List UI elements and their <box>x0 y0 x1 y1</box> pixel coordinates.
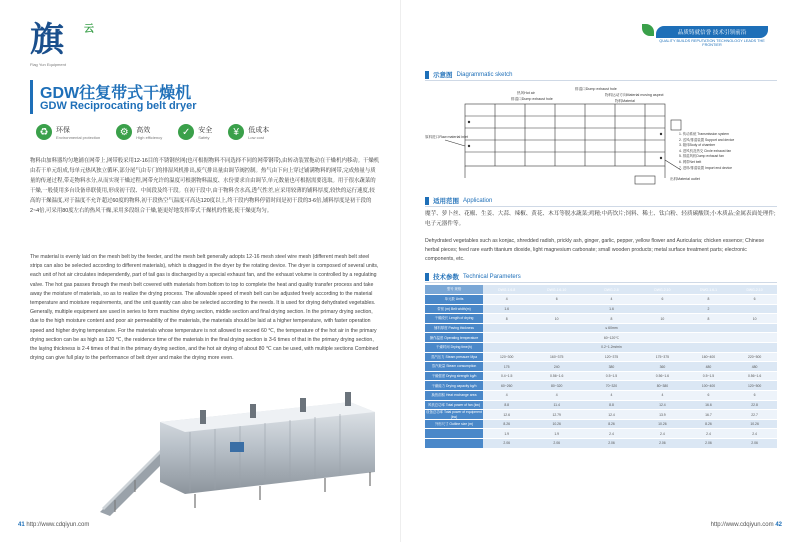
table-cell: 8 <box>685 295 732 305</box>
table-row-header: 设备总功率 Total power of equipment (kw) <box>426 410 482 419</box>
table-cell: 0.4~1.5 <box>483 371 530 381</box>
feature-label-en: Environmental protection <box>56 134 101 140</box>
table-row-header: 操作温度 Operating temperature <box>425 333 483 343</box>
table-cell <box>640 323 685 333</box>
section-title-en: Technical Parameters <box>463 273 521 280</box>
table-cell: 22.7 <box>732 410 777 420</box>
table-cell <box>530 323 583 333</box>
section-divider <box>425 206 777 207</box>
description-cn: 物料由加料器均匀地铺在网带上,网带般采用12-16目的不锈钢丝网(也可根据物料不同选择不同的网带钢带),由转动装置拖动在干燥机内移动。干燥机由若干单元组成,每单元热风独立循环,部分尾气由专门的排湿风机排出,废气排出量由调节阀控制。热气由下向上穿过铺满物料的网带,完成热量与质量的传递过程,带走物料水分,从而实现干燥过程,网带允许的温度可根据物料温度、水份要求自由调节,单元数量也可根据需要选取。用于很水蔬菜的干燥,一般使用多台设备串联使用,形成初干段、中间段及终干段。在初干段中,由于物料含水高,透气性差,应采用较薄的铺料厚度,较快的运行速度,较高的干燥温度,对于温度不允许超过60度的物料,初干段热空气温度可高达120度以上,终干段内物料停留时间是初干段的3-6倍,铺料厚度是初干段的2~4倍,可采用80度左右的热风干燥,采用多段组合干燥,能更好地发挥带式干燥机的性能,使干燥更均匀。 <box>30 158 380 214</box>
table-cell: 1.6 <box>583 304 640 314</box>
table-cell: 0.56~1.6 <box>640 371 685 381</box>
table-cell: 120~500 <box>732 381 777 391</box>
table-cell: 8 <box>583 314 640 324</box>
table-cell: 4 <box>640 391 685 401</box>
badge-en: QUALITY BUILDS REPUTATION TECHNOLOGY LEADS THE FRONTIER <box>659 39 765 47</box>
table-cell: 160~375 <box>530 352 583 362</box>
feature-label: 环保 <box>56 126 70 134</box>
table-cell: 160~400 <box>685 352 732 362</box>
table-row-header: 干燥强度 Drying strength kg/h <box>425 371 483 381</box>
section-title-en: Diagrammatic sketch <box>456 71 513 78</box>
feature-eco <box>36 124 100 140</box>
table-cell: 2.06 <box>583 439 640 449</box>
table-cell: DWG-2-8 <box>583 285 640 295</box>
section-title-cn: 示意图 <box>433 72 453 79</box>
table-row <box>425 352 777 362</box>
feature-label-en: Safety <box>198 134 210 140</box>
table-cell <box>685 323 732 333</box>
table-cell: 2.06 <box>732 439 777 449</box>
table-cell: 4 <box>583 295 640 305</box>
table-cell: 6 <box>732 391 777 401</box>
table-cell: 380 <box>583 362 640 372</box>
table-row <box>425 439 777 449</box>
table-cell: 10.26 <box>530 419 583 429</box>
table-cell: 120~375 <box>583 352 640 362</box>
gear-icon: ⚙ <box>116 124 132 140</box>
table-row-header <box>425 439 483 449</box>
table-row-header: 带宽 (m) Belt width(m) <box>425 304 483 314</box>
table-cell <box>640 333 685 343</box>
table-cell: 60~260 <box>483 381 530 391</box>
table-row <box>425 400 777 410</box>
table-cell: 2.06 <box>530 439 583 449</box>
table-cell: 80~320 <box>530 381 583 391</box>
table-cell: 6 <box>640 295 685 305</box>
table-cell: 12.79 <box>530 410 583 420</box>
page-number: 41 <box>18 522 25 528</box>
feature-list <box>36 124 269 140</box>
schem-label-moving: 物料运动方向Material moving aspect <box>605 93 664 97</box>
feature-safety <box>178 124 212 140</box>
footer-url[interactable]: http://www.cdqiyun.com <box>710 522 774 528</box>
application-en: Dehydrated vegetables such as konjac, shredded radish, prickly ash, ginger, garlic, pepper, yellow flower and Auricularia; chicken essence; Chinese herbal pieces; feed rare earth titanium dioxide, light magnesium carbonate; small wooden products; metal surface treatment parts; electronic components, etc. <box>425 238 765 262</box>
quality-badge <box>656 26 768 47</box>
logo-char: 旗 <box>30 20 64 60</box>
table-cell: 8 <box>483 314 530 324</box>
table-cell <box>530 333 583 343</box>
table-row <box>425 362 777 372</box>
table-row <box>425 295 777 305</box>
table-cell: DWG-2-10 <box>732 285 777 295</box>
table-cell: 2.06 <box>640 439 685 449</box>
table-cell: 80~380 <box>640 381 685 391</box>
table-cell: 10 <box>530 314 583 324</box>
leaf-icon <box>642 24 654 36</box>
table-cell: 480 <box>685 362 732 372</box>
table-row-header: 干燥能力 Drying capacity kg/h <box>425 381 483 391</box>
legend-item: 6. 网带Net belt <box>679 159 702 164</box>
feature-label: 低成本 <box>248 126 270 134</box>
table-cell: 10.26 <box>640 419 685 429</box>
table-cell: 6 <box>530 295 583 305</box>
table-cell: 8 <box>685 314 732 324</box>
table-cell: 2.4 <box>685 429 732 439</box>
badge-cn: 品质铸就信誉 技术引领前沿 <box>656 26 768 38</box>
table-row-header: 风机总功率 Total power of fan (kw) <box>425 400 483 410</box>
table-header-row <box>425 285 777 295</box>
section-marker-icon <box>425 273 429 281</box>
table-row <box>425 429 777 439</box>
table-cell: 10 <box>732 314 777 324</box>
table-row-header: 型号 规格 <box>425 285 483 295</box>
table-cell: 13.9 <box>640 410 685 420</box>
right-page <box>400 0 800 542</box>
table-row <box>425 419 777 429</box>
legend-item: 7. 进料/排湿装置 Import end device <box>679 165 732 170</box>
title-accent <box>30 80 33 114</box>
table-row-header: 换热面积 Heat exchange area <box>425 391 483 401</box>
table-cell: 2.06 <box>685 439 732 449</box>
section-title-cn: 技术参数 <box>433 274 459 281</box>
legend-item: 2. 送风/排湿装置 Support and device <box>679 137 735 142</box>
table-cell: 6 <box>685 391 732 401</box>
feature-label-en: Low cost <box>248 134 264 140</box>
section-divider <box>425 282 777 283</box>
table-row-header: 外形尺寸 Outline size (m) <box>425 419 483 429</box>
feature-label: 高效 <box>136 126 151 134</box>
table-cell <box>530 304 583 314</box>
table-cell: 8.26 <box>483 419 530 429</box>
table-row-header: 铺料厚度 Paving thickness <box>425 323 483 333</box>
footer-url[interactable]: http://www.cdqiyun.com <box>26 522 90 528</box>
table-cell: 1.9 <box>483 429 530 439</box>
table-row <box>425 381 777 391</box>
schem-label-outlet: 出料Material outlet <box>670 177 700 181</box>
table-row-header: 蒸汽耗量 Steam consumption <box>425 362 483 372</box>
feature-label-en: High efficiency <box>136 134 163 140</box>
table-row <box>425 371 777 381</box>
table-cell <box>685 333 732 343</box>
schem-label-dump2: 排湿口Dump exhaust hole <box>511 97 553 101</box>
table-row <box>425 323 777 333</box>
table-cell <box>732 343 777 353</box>
page-title-en: GDW Reciprocating belt dryer <box>40 100 197 112</box>
table-cell: 480 <box>732 362 777 372</box>
table-cell: 4 <box>483 295 530 305</box>
section-marker-icon <box>425 197 429 205</box>
table-cell: 12.4 <box>640 400 685 410</box>
table-cell: 8.8 <box>583 400 640 410</box>
feature-lowcost <box>228 124 269 140</box>
table-cell <box>732 323 777 333</box>
table-cell: 175 <box>483 362 530 372</box>
table-cell: 2.4 <box>732 429 777 439</box>
section-marker-icon <box>425 71 429 79</box>
leaf-icon: ♻ <box>36 124 52 140</box>
table-cell: 0.56~1.6 <box>732 371 777 381</box>
feature-efficiency <box>116 124 162 140</box>
legend-item: 3. 箱体Body of chamber <box>679 143 716 148</box>
table-cell: 10 <box>640 314 685 324</box>
table-cell: 2.4 <box>583 429 640 439</box>
table-row <box>425 333 777 343</box>
feature-label: 安全 <box>198 126 213 134</box>
table-cell: 0.5~1.5 <box>685 371 732 381</box>
table-cell: DWG-2-10 <box>640 285 685 295</box>
table-cell: 2.4 <box>640 429 685 439</box>
table-row-header: 干燥段长 Length of drying <box>425 314 483 324</box>
table-row <box>425 304 777 314</box>
table-cell: 16.7 <box>685 410 732 420</box>
legend-item: 5. 排湿风机Dump exhaust fan <box>679 154 724 159</box>
table-cell: 1.6 <box>483 304 530 314</box>
section-title-cn: 适用范围 <box>433 198 459 205</box>
table-row <box>425 343 777 353</box>
legend-item: 1. 传动系统 Transmission system <box>679 132 729 136</box>
brand-logo <box>30 18 94 70</box>
table-row-header: 蒸汽压力 Steam pressure Mpa <box>425 352 483 362</box>
schem-label-dump: 排湿口Dump exhaust hole <box>575 87 617 91</box>
logo-tagline: Flag Yun Equipment <box>30 62 66 67</box>
table-cell: 4 <box>583 391 640 401</box>
table-cell: 0.2~1.2m/min <box>583 343 640 353</box>
table-cell: 4 <box>483 391 530 401</box>
legend-item: 4. 进风机及热交 Circle exhaust fan <box>679 148 732 153</box>
coin-icon: ¥ <box>228 124 244 140</box>
table-cell: 16.6 <box>685 400 732 410</box>
section-header-application <box>425 196 492 205</box>
section-header-sketch <box>425 70 513 79</box>
table-cell <box>685 343 732 353</box>
table-cell <box>732 304 777 314</box>
table-cell <box>640 343 685 353</box>
table-cell: 22.8 <box>732 400 777 410</box>
table-cell: 0.5~1.5 <box>583 371 640 381</box>
table-cell <box>483 333 530 343</box>
schem-label-material: 物料Material <box>615 99 635 103</box>
table-cell: 60~120℃ <box>583 333 640 343</box>
table-row <box>425 391 777 401</box>
table-cell: 240 <box>530 362 583 372</box>
table-cell <box>483 343 530 353</box>
table-cell: 12.4 <box>583 410 640 420</box>
table-cell <box>530 343 583 353</box>
table-cell: 220~500 <box>732 352 777 362</box>
table-cell: ≤ 60mm <box>583 323 640 333</box>
section-header-params <box>425 272 521 281</box>
table-row <box>425 314 777 324</box>
table-cell: 2.06 <box>483 439 530 449</box>
table-cell: 10.26 <box>732 419 777 429</box>
footer-right <box>711 522 782 528</box>
footer-left <box>18 522 89 528</box>
schem-label-hotair: 热风Hot air <box>517 91 535 95</box>
table-cell: 8.8 <box>483 400 530 410</box>
description-en: The material is evenly laid on the mesh belt by the feeder, and the mesh belt generally adopts 12-16 mesh steel wire mesh (different mesh belt steel strips can also be selected according to different materials), which is dragged in the dryer by the rotating device. The dryer is composed of several units, each unit of hot air circulates independently, part of tail gas is discharged by a special exhaust fan, and the exhaust volume is controlled by a regulating valve. The hot gas passes through the mesh belt covered with materials from bottom to top to complete the heat and quality transfer process and take away the moisture of materials, so as to realize the drying process. The allowable speed of mesh belt can be adjusted freely according to the material temperature and moisture requirements, and the unit quantity can also be selected according to the needs. It is used for drying dehydrated vegetables. Generally, multiple equipment are used in series to form machine drying section, middle section and final drying section. In the primary drying section, due to the high moisture content and poor air permeability of the materials, the materials should be laid at a higher temperature, with faster operation speed and higher drying temperature. For the materials whose temperature is not allowed to exceed 60 ℃, the temperature of the hot air in the primary drying section can be as high as 120 ℃, the residence time of the materials in the final drying section is 3-6 times of that in the primary drying section, the laying thickness is 2-4 times of that in the primary drying section, and the hot air drying of about 80 ℃ can be used, with multiple sections Combined drying can give full play to the performance of belt dryer and make the drying more even. <box>30 254 379 362</box>
table-cell: 4 <box>530 391 583 401</box>
table-cell: 70~320 <box>583 381 640 391</box>
table-cell: 1.9 <box>530 429 583 439</box>
page-number: 42 <box>775 522 782 528</box>
table-cell: DWG-1.6-8 <box>483 285 530 295</box>
shield-icon: ✓ <box>178 124 194 140</box>
table-cell: DWG-1.6-10 <box>530 285 583 295</box>
table-cell: 175~375 <box>640 352 685 362</box>
table-cell: 120~300 <box>483 352 530 362</box>
application-cn: 魔芋、萝卜丝、花椒、生姜、大蒜、辣椒、黄花、木耳等脱水蔬菜;鸡精;中药饮片;饲料、稀土、钛白粉、轻质碳酸镁;小木质品;金属表面处理件;电子元器件等。 <box>425 211 776 227</box>
table-cell: 8.26 <box>685 419 732 429</box>
table-cell: 360 <box>640 362 685 372</box>
table-cell: 11.4 <box>530 400 583 410</box>
table-cell <box>640 304 685 314</box>
table-row-header: 单元数 Units <box>425 295 483 305</box>
parameters-table <box>425 285 777 449</box>
table-row <box>425 410 777 420</box>
table-cell: 100~400 <box>685 381 732 391</box>
table-row-header: 干燥时间 Drying time(h) <box>425 343 483 353</box>
schematic-legend <box>679 132 734 171</box>
logo-sub: 云 <box>84 24 94 35</box>
dryer-machine-image <box>100 382 380 522</box>
schem-label-raw: 原料进口Raw material inlet <box>425 135 468 139</box>
section-title-en: Application <box>463 197 493 204</box>
table-cell: 0.56~1.6 <box>530 371 583 381</box>
table-cell <box>483 323 530 333</box>
table-cell <box>732 333 777 343</box>
page-title-cn: GDW往复带式干燥机 <box>40 85 192 102</box>
table-cell: 6 <box>732 295 777 305</box>
table-cell: DWG-1.6-1 <box>685 285 732 295</box>
table-cell: 12.6 <box>483 410 530 420</box>
table-row-header <box>425 429 483 439</box>
table-cell: 8.26 <box>583 419 640 429</box>
table-cell: 2 <box>685 304 732 314</box>
